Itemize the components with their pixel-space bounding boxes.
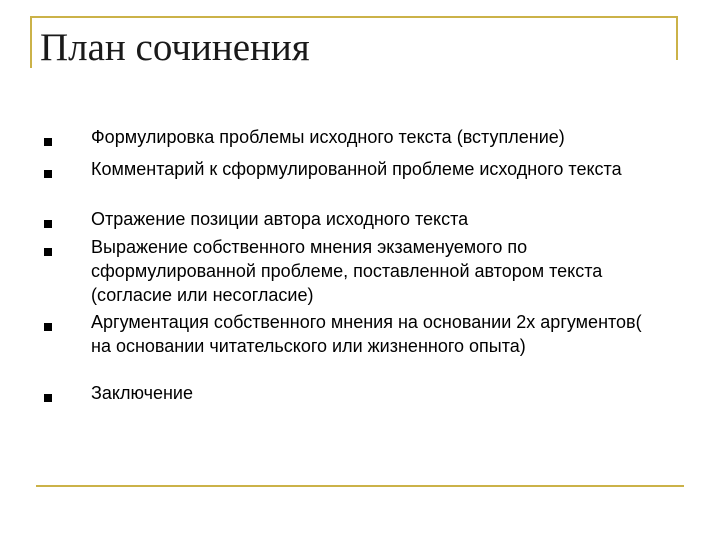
- list-item-text: Аргументация собственного мнения на основании 2х аргументов( на основании читательского или жизненного опыта): [91, 312, 642, 356]
- frame-bottom-line: [36, 485, 684, 487]
- list-item-text: Выражение собственного мнения экзаменуемого по сформулированной проблеме, поставленной автором текста (согласие или несогласие): [91, 237, 603, 305]
- slide-title: План сочинения: [40, 26, 310, 69]
- square-bullet-icon: [44, 323, 52, 331]
- square-bullet-icon: [44, 170, 52, 178]
- frame-left-line: [30, 16, 32, 68]
- frame-top-line: [30, 16, 677, 18]
- list-item-text: Заключение: [91, 383, 193, 403]
- frame-right-line: [676, 16, 678, 60]
- square-bullet-icon: [44, 138, 52, 146]
- list-item-text: Комментарий к сформулированной проблеме исходного текста: [91, 159, 622, 179]
- square-bullet-icon: [44, 220, 52, 228]
- square-bullet-icon: [44, 248, 52, 256]
- list-item-text: Формулировка проблемы исходного текста (вступление): [91, 127, 565, 147]
- square-bullet-icon: [44, 394, 52, 402]
- list-item-text: Отражение позиции автора исходного текста: [91, 209, 469, 229]
